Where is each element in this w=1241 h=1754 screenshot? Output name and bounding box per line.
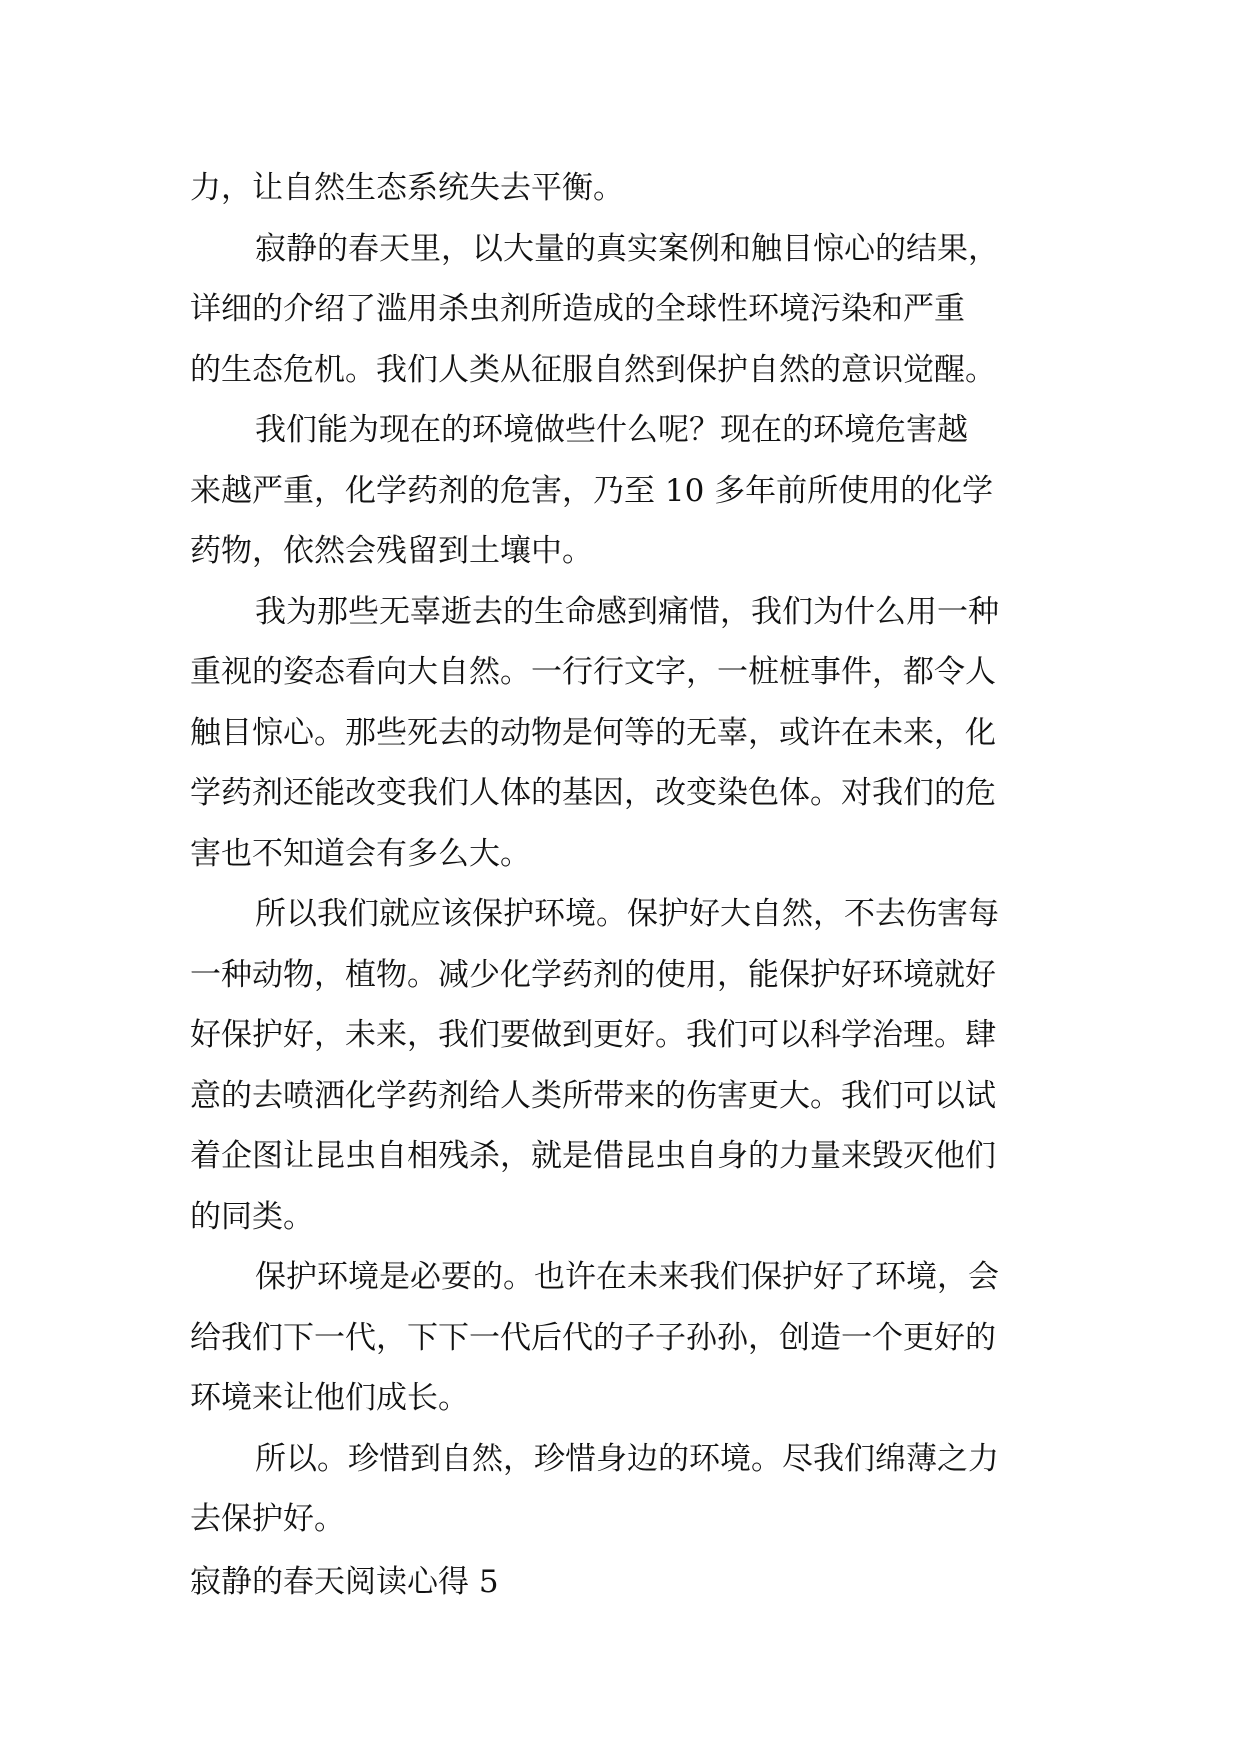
text-line: 一种动物，植物。减少化学药剂的使用，能保护好环境就好 <box>190 956 996 993</box>
text-line: 药物，依然会残留到土壤中。 <box>190 533 593 569</box>
text-line: 触目惊心。那些死去的动物是何等的无辜，或许在未来，化 <box>190 714 996 751</box>
text-line: 着企图让昆虫自相残杀，就是借昆虫自身的力量来毁灭他们 <box>190 1138 996 1174</box>
paragraph-start-line: 我们能为现在的环境做些什么呢？现在的环境危害越 <box>255 412 968 448</box>
text-line: 意的去喷洒化学药剂给人类所带来的伤害更大。我们可以试 <box>190 1077 996 1114</box>
text-line: 详细的介绍了滥用杀虫剂所造成的全球性环境污染和严重 <box>190 291 965 327</box>
paragraph-start-line: 寂静的春天里，以大量的真实案例和触目惊心的结果， <box>255 230 999 267</box>
body-text <box>190 158 1070 1612</box>
text-line: 的同类。 <box>190 1198 314 1235</box>
text-line: 的生态危机。我们人类从征服自然到保护自然的意识觉醒。 <box>190 351 996 388</box>
paragraph-start-line: 所以我们就应该保护环境。保护好大自然，不去伤害每 <box>255 896 999 932</box>
paragraph-start-line: 我为那些无辜逝去的生命感到痛惜，我们为什么用一种 <box>255 593 999 630</box>
section-heading: 寂静的春天阅读心得 5 <box>190 1563 499 1600</box>
paragraph-start-line: 保护环境是必要的。也许在未来我们保护好了环境，会 <box>255 1259 999 1295</box>
text-line: 给我们下一代，下下一代后代的子子孙孙，创造一个更好的 <box>190 1319 996 1356</box>
paragraph-start-line: 所以。珍惜到自然，珍惜身边的环境。尽我们绵薄之力 <box>255 1440 999 1477</box>
text-line: 学药剂还能改变我们人体的基因，改变染色体。对我们的危 <box>190 775 996 811</box>
text-line: 好保护好，未来，我们要做到更好。我们可以科学治理。肆 <box>190 1017 996 1053</box>
text-line: 环境来让他们成长。 <box>190 1380 469 1416</box>
text-line: 去保护好。 <box>190 1501 345 1537</box>
text-line: 害也不知道会有多么大。 <box>190 835 531 872</box>
text-line: 力，让自然生态系统失去平衡。 <box>190 170 624 206</box>
text-line: 来越严重，化学药剂的危害，乃至 10 多年前所使用的化学 <box>190 472 994 509</box>
text-line: 重视的姿态看向大自然。一行行文字，一桩桩事件，都令人 <box>190 654 996 690</box>
